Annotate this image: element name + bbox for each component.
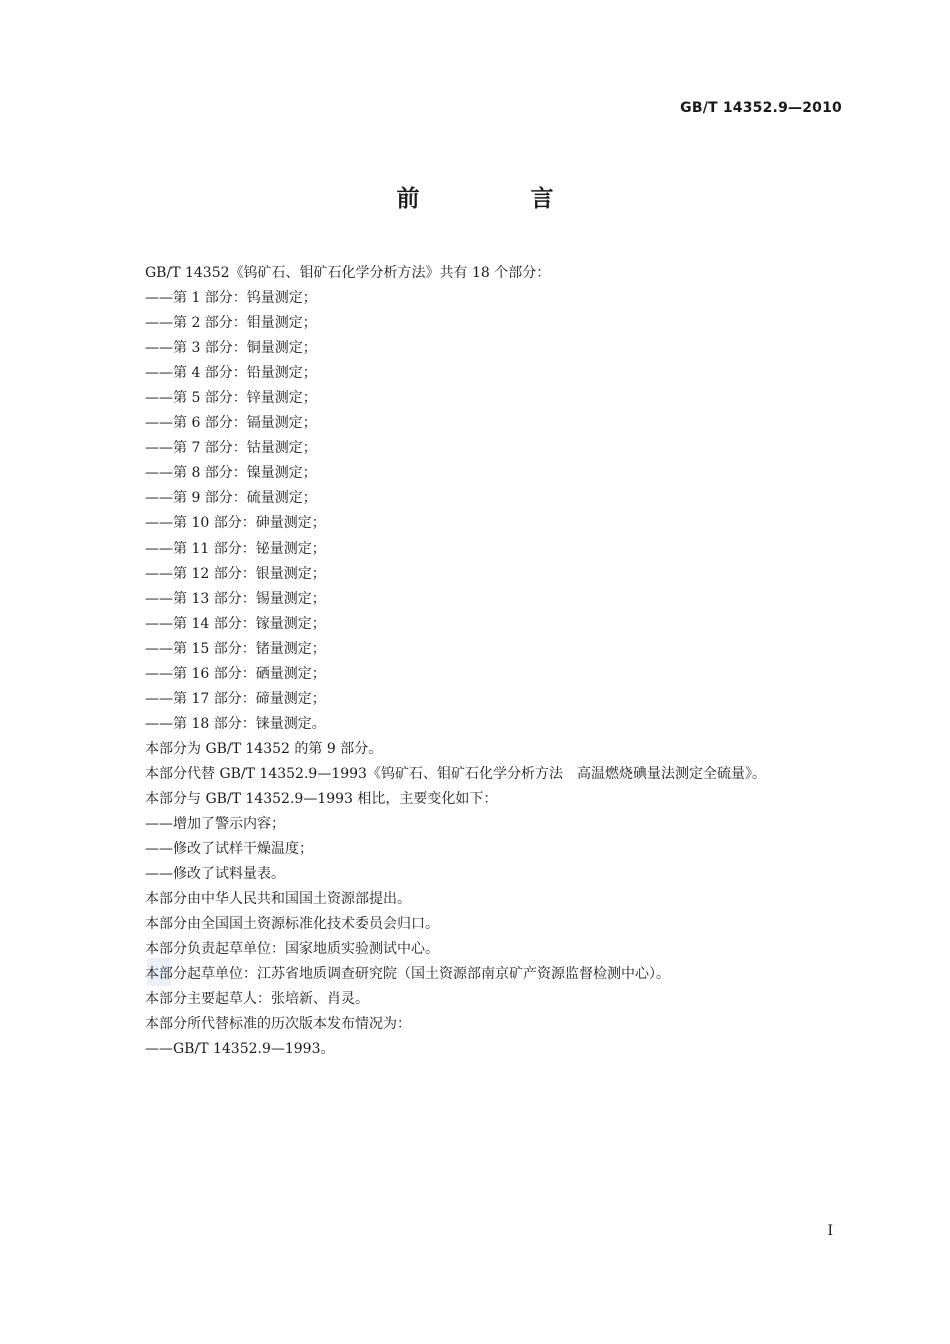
list-item: ——第 1 部分：钨量测定； [145,290,317,307]
list-item: ——GB/T 14352.9—1993。 [145,1041,335,1058]
paragraph: 本部分代替 GB/T 14352.9—1993《钨矿石、钼矿石化学分析方法 高温燃烧碘量法测定全硫量》。 [145,765,766,782]
paragraph: 本部分由中华人民共和国国土资源部提出。 [145,891,411,908]
list-item: ——第 9 部分：硫量测定； [145,490,317,507]
paragraph: 本部分主要起草人：张培新、肖灵。 [145,991,369,1008]
list-item: ——增加了警示内容； [145,816,285,833]
list-item: ——第 7 部分：钴量测定； [145,440,317,457]
list-item: ——第 2 部分：钼量测定； [145,315,317,332]
paragraph: 本部分负责起草单位：国家地质实验测试中心。 [145,941,439,958]
list-item: ——第 6 部分：镉量测定； [145,415,317,432]
list-item: ——修改了试样干燥温度； [145,841,313,858]
list-item: ——第 17 部分：碲量测定； [145,690,326,707]
list-item: ——第 4 部分：铅量测定； [145,365,317,382]
list-item: ——第 12 部分：银量测定； [145,565,326,582]
list-item: ——第 11 部分：铋量测定； [145,540,326,557]
list-item: ——修改了试料量表。 [145,866,285,883]
list-item: ——第 10 部分：砷量测定； [145,515,326,532]
list-item: ——第 15 部分：锗量测定； [145,640,326,657]
page-title: 前 言 [396,186,598,212]
list-item: ——第 13 部分：锡量测定； [145,590,326,607]
list-item: ——第 14 部分：镓量测定； [145,615,326,632]
paragraph: 本部分所代替标准的历次版本发布情况为： [145,1016,411,1033]
paragraph: 本部分与 GB/T 14352.9—1993 相比，主要变化如下： [145,790,498,807]
page-number: I [827,1223,833,1239]
list-item: ——第 5 部分：锌量测定； [145,390,317,407]
standard-code: GB/T 14352.9—2010 [680,100,842,116]
list-item: ——第 18 部分：铼量测定。 [145,715,326,732]
paragraph: 本部分起草单位：江苏省地质调查研究院（国土资源部南京矿产资源监督检测中心）。 [145,966,670,983]
list-item: ——第 16 部分：硒量测定； [145,665,326,682]
paragraph: 本部分为 GB/T 14352 的第 9 部分。 [145,740,383,757]
foreword-body [145,261,865,1063]
list-item: ——第 3 部分：铜量测定； [145,340,317,357]
list-item: ——第 8 部分：镍量测定； [145,465,317,482]
paragraph: 本部分由全国国土资源标准化技术委员会归口。 [145,916,439,933]
intro-line: GB/T 14352《钨矿石、钼矿石化学分析方法》共有 18 个部分： [145,265,551,281]
